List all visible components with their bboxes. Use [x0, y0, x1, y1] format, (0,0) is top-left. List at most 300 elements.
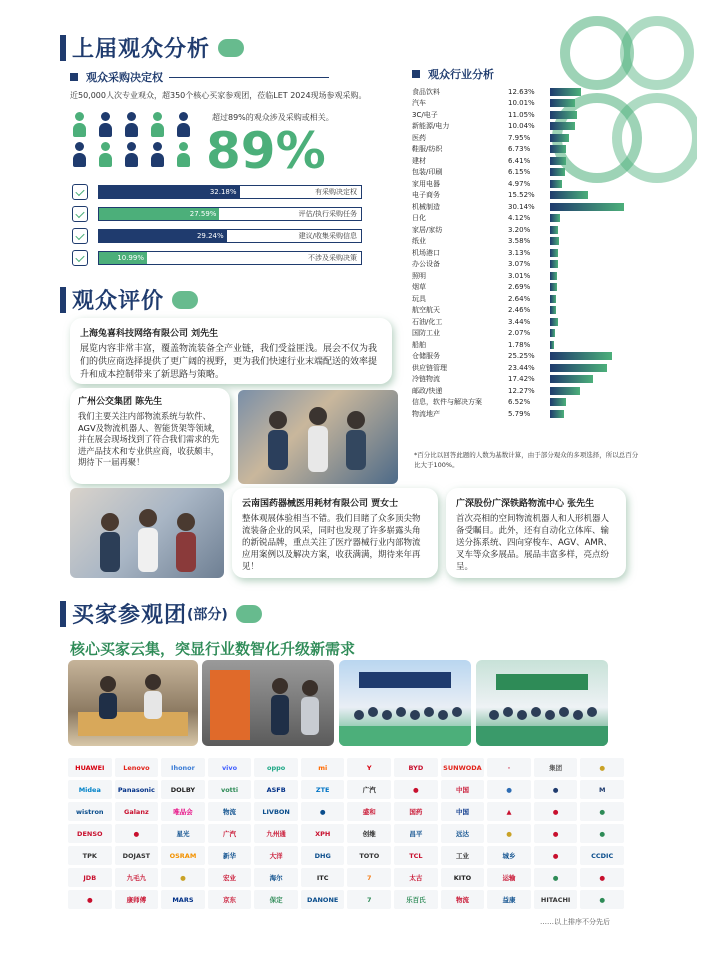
purchase-role-label: 建议/收集采购信息 — [298, 232, 357, 240]
purchase-role-row — [72, 250, 362, 266]
clipboard-icon — [72, 206, 88, 222]
industry-row — [412, 385, 627, 397]
buyer-logo: ● — [534, 802, 578, 821]
page-section-heading: 上届观众分析 — [72, 37, 211, 62]
industry-name: 办公设备 — [412, 260, 440, 269]
industry-row — [412, 213, 627, 225]
title-bar-marker — [60, 287, 66, 313]
industry-name: 家用电器 — [412, 179, 440, 188]
industry-bar-track — [550, 168, 626, 176]
buyer-logo: 中国 — [441, 802, 485, 821]
person-icon — [72, 112, 88, 138]
photo-group-cemat-2 — [476, 660, 608, 746]
buyer-logo: ● — [534, 824, 578, 843]
approve-icon — [72, 184, 88, 200]
industry-bar — [550, 99, 575, 107]
industry-row — [412, 316, 627, 328]
person-icon — [72, 142, 88, 168]
industry-bar-track — [550, 249, 626, 257]
title-bar-marker — [60, 601, 66, 627]
purchase-role-track — [98, 185, 362, 199]
industry-bar — [550, 352, 612, 360]
industry-bar-track — [550, 272, 626, 280]
review-text: 首次亮相的空间物流机器人和人形机器人备受瞩目。此外，还有自动化立体库、输送分拣系统、四向穿梭车、AGV、AMR、叉车等众多展品。展品丰富多样，亮点纷呈。 — [456, 514, 613, 572]
purchase-stat-value: 89% — [206, 122, 326, 180]
industry-name: 供应链管理 — [412, 363, 447, 372]
review-text: 整体观展体验相当不错。我们目睹了众多顶尖物流装备企业的风采，同时也发现了许多崭露头角的新锐品牌，重点关注了医疗器械行业内部物流应用案例以及解决方案，收获满满，期待来年再见！ — [242, 514, 421, 572]
buyer-logo: LIVBON — [254, 802, 298, 821]
review-bubble-3 — [232, 488, 438, 578]
industry-value-label: 2.07% — [508, 329, 531, 338]
industry-name: 3C/电子 — [412, 110, 438, 119]
industry-bar — [550, 364, 607, 372]
industry-name: 玩具 — [412, 294, 426, 303]
industry-bar-track — [550, 226, 626, 234]
square-bullet-icon — [70, 73, 78, 81]
buyer-logo: HITACHI — [534, 890, 578, 909]
industry-bar — [550, 260, 558, 268]
industry-row — [412, 86, 627, 98]
review-text: 我们主要关注内部物流系统与软件、AGV及物流机器人、智能货架等领域，并在展会现场找到了符合我们需求的先进产品技术和专业供应商，收获颇丰，期待下一届再聚！ — [78, 411, 221, 467]
subtitle-underline — [169, 77, 329, 78]
industry-name: 纸业 — [412, 237, 426, 246]
review-bubble-2 — [70, 388, 230, 484]
industry-name: 家居/家纺 — [412, 225, 443, 234]
buyer-logo: Lenovo — [115, 758, 159, 777]
person-icon — [124, 112, 140, 138]
industry-name: 新能源/电力 — [412, 122, 450, 131]
industry-name: 照明 — [412, 271, 426, 280]
buyer-logo: HUAWEI — [68, 758, 112, 777]
purchase-role-label: 有采购决定权 — [315, 188, 357, 196]
buyer-logo: 远达 — [441, 824, 485, 843]
buyer-logo: mi — [301, 758, 345, 777]
industry-row — [412, 305, 627, 317]
buyer-logo: 城乡 — [487, 846, 531, 865]
industry-bar — [550, 318, 558, 326]
industry-bar-track — [550, 410, 626, 418]
photo-buyers-model — [68, 660, 198, 746]
buyer-logo: XPH — [301, 824, 345, 843]
industry-value-label: 30.14% — [508, 202, 535, 211]
buyer-logo: vivo — [208, 758, 252, 777]
buyer-logo: DANONE — [301, 890, 345, 909]
industry-name: 邮政/快递 — [412, 386, 443, 395]
purchase-role-label: 评估/执行采购任务 — [298, 210, 357, 218]
industry-row — [412, 259, 627, 271]
title-bar-marker — [60, 35, 66, 61]
industry-bar-track — [550, 88, 626, 96]
buyer-logo: 国药 — [394, 802, 438, 821]
buyer-logo: 广汽 — [347, 780, 391, 799]
industry-bar-track — [550, 387, 626, 395]
industry-row — [412, 397, 627, 409]
industry-name: 信息，软件与解决方案 — [412, 398, 482, 407]
industry-bar — [550, 295, 556, 303]
industry-bar — [550, 306, 556, 314]
industry-name: 烟草 — [412, 283, 426, 292]
industry-bar — [550, 191, 588, 199]
industry-value-label: 3.13% — [508, 248, 531, 257]
industry-row — [412, 144, 627, 156]
industry-value-label: 2.69% — [508, 283, 531, 292]
industry-bar-track — [550, 134, 626, 142]
buyer-logo: 广汽 — [208, 824, 252, 843]
industry-bar — [550, 111, 577, 119]
green-pill-decoration — [236, 605, 262, 623]
industry-row — [412, 201, 627, 213]
industry-bar-track — [550, 318, 626, 326]
industry-bar — [550, 180, 562, 188]
industry-value-label: 5.79% — [508, 409, 531, 418]
industry-bar-track — [550, 180, 626, 188]
buyer-logo: DHG — [301, 846, 345, 865]
industry-value-label: 3.58% — [508, 237, 531, 246]
footer-ordering-note: ……以上排序不分先后 — [540, 918, 610, 926]
buyer-logo: 工业 — [441, 846, 485, 865]
industry-row — [412, 362, 627, 374]
industry-bar-track — [550, 111, 626, 119]
industry-bar-track — [550, 99, 626, 107]
industry-bar — [550, 387, 580, 395]
industry-bar-track — [550, 295, 626, 303]
subtitle-text: 观众行业分析 — [428, 68, 494, 81]
buyer-logo: TOTO — [347, 846, 391, 865]
buyer-logo: 保定 — [254, 890, 298, 909]
industry-value-label: 7.95% — [508, 133, 531, 142]
review-author: 广深股份广深铁路物流中心 张先生 — [456, 499, 595, 509]
people-pictogram-grid — [72, 112, 198, 168]
buyer-logo: 星光 — [161, 824, 205, 843]
buyer-logo: · — [487, 758, 531, 777]
buyer-tagline: 核心买家云集，突显行业数智化升级新需求 — [70, 640, 356, 658]
industry-bar — [550, 272, 557, 280]
industry-row — [412, 328, 627, 340]
industry-row — [412, 167, 627, 179]
purchase-role-fill: 27.59% — [99, 208, 219, 220]
buyer-logo: OSRAM — [161, 846, 205, 865]
photo-exhibition-hall — [70, 488, 224, 578]
industry-name: 冷链物流 — [412, 375, 440, 384]
industry-value-label: 1.78% — [508, 340, 531, 349]
page-section-heading: 买家参观团 — [72, 603, 188, 628]
industry-bar-track — [550, 122, 626, 130]
industry-row — [412, 247, 627, 259]
buyer-logo: ● — [580, 802, 624, 821]
industry-bar — [550, 168, 565, 176]
buyer-logo: DOJAST — [115, 846, 159, 865]
buyer-logo: 宏业 — [208, 868, 252, 887]
buyer-logo: TCL — [394, 846, 438, 865]
industry-name: 建材 — [412, 156, 426, 165]
industry-bar — [550, 283, 557, 291]
green-pill-decoration — [172, 291, 198, 309]
photo-group-cemat-1 — [339, 660, 471, 746]
buyer-logo: Galanz — [115, 802, 159, 821]
photo-visitors-booth — [238, 390, 398, 484]
buyer-logo: 7 — [347, 890, 391, 909]
review-author: 上海兔喜科技网络有限公司 刘先生 — [80, 329, 219, 339]
industry-bar-track — [550, 375, 626, 383]
industry-bar — [550, 214, 560, 222]
buyer-logo: 运输 — [487, 868, 531, 887]
purchase-role-row — [72, 184, 362, 200]
purchase-role-fill: 29.24% — [99, 230, 227, 242]
buyer-logo: TPK — [68, 846, 112, 865]
industry-value-label: 10.04% — [508, 122, 535, 131]
purchase-stat-note: 超过89%的观众涉及采购或相关。 — [212, 113, 334, 122]
industry-bar-track — [550, 341, 626, 349]
industry-bar — [550, 237, 559, 245]
industry-value-label: 23.44% — [508, 363, 535, 372]
review-bubble-1 — [70, 318, 392, 384]
industry-name: 石油/化工 — [412, 317, 443, 326]
buyer-logo: M — [580, 780, 624, 799]
industry-bar-track — [550, 283, 626, 291]
buyer-logo: DENSO — [68, 824, 112, 843]
industry-bar — [550, 134, 569, 142]
buyer-logo: ● — [301, 802, 345, 821]
buyer-logo: SUNWODA — [441, 758, 485, 777]
purchase-role-track — [98, 251, 362, 265]
industry-bar — [550, 88, 581, 96]
photo-buyers-robot — [202, 660, 334, 746]
buyer-logo: wistron — [68, 802, 112, 821]
buyer-logo: 益康 — [487, 890, 531, 909]
industry-value-label: 2.46% — [508, 306, 531, 315]
review-text: 展览内容非常丰富，覆盖物流装备全产业链，我们受益匪浅。展会不仅为我们的供应商选择提供了更广阔的视野，更为我们快速行业末端配送的效率提升和成本控制带来了新思路与策略。 — [80, 344, 378, 380]
person-icon — [150, 112, 166, 138]
purchase-intro-text: 近50,000人次专业观众，超350个核心买家参观团，莅临LET 2024现场参观采购。 — [70, 91, 367, 100]
industry-bar — [550, 341, 554, 349]
section-title-buyer-delegations — [60, 598, 262, 629]
industry-name: 船舶 — [412, 340, 426, 349]
buyer-logo: 大洋 — [254, 846, 298, 865]
industry-row — [412, 98, 627, 110]
checklist-icon — [72, 250, 88, 266]
industry-bar — [550, 122, 575, 130]
industry-value-label: 3.07% — [508, 260, 531, 269]
subtitle-industry-analysis — [412, 66, 494, 82]
buyer-logo: 集团 — [534, 758, 578, 777]
buyer-logo: ● — [68, 890, 112, 909]
industry-bar — [550, 157, 566, 165]
buyer-logo: DOLBY — [161, 780, 205, 799]
buyer-logo: ● — [534, 846, 578, 865]
industry-value-label: 4.97% — [508, 179, 531, 188]
buyer-logo: 物流 — [441, 890, 485, 909]
industry-row — [412, 155, 627, 167]
review-author: 云南国药器械医用耗材有限公司 贾女士 — [242, 499, 399, 509]
industry-value-label: 6.73% — [508, 145, 531, 154]
industry-value-label: 12.63% — [508, 87, 535, 96]
industry-bar — [550, 375, 593, 383]
buyer-logo: BYD — [394, 758, 438, 777]
industry-name: 机械制造 — [412, 202, 440, 211]
industry-bar-chart — [412, 86, 627, 420]
industry-name: 包装/印刷 — [412, 168, 443, 177]
industry-value-label: 25.25% — [508, 352, 535, 361]
industry-value-label: 6.15% — [508, 168, 531, 177]
buyer-logo: ● — [115, 824, 159, 843]
industry-name: 电子商务 — [412, 191, 440, 200]
buyer-logo: 海尔 — [254, 868, 298, 887]
industry-row — [412, 121, 627, 133]
buyer-logo: ● — [580, 890, 624, 909]
person-icon — [124, 142, 140, 168]
industry-bar-track — [550, 364, 626, 372]
buyer-logo: 九州通 — [254, 824, 298, 843]
industry-value-label: 6.41% — [508, 156, 531, 165]
industry-bar-track — [550, 306, 626, 314]
buyer-logo: ITC — [301, 868, 345, 887]
subtitle-purchase-authority — [70, 69, 329, 85]
industry-row — [412, 282, 627, 294]
buyer-logo: 7 — [347, 868, 391, 887]
industry-name: 物流地产 — [412, 409, 440, 418]
buyer-logo: CCDIC — [580, 846, 624, 865]
industry-value-label: 15.52% — [508, 191, 535, 200]
industry-name: 汽车 — [412, 99, 426, 108]
industry-row — [412, 236, 627, 248]
industry-bar — [550, 398, 566, 406]
buyer-logo: JDB — [68, 868, 112, 887]
buyer-logo: 太古 — [394, 868, 438, 887]
industry-value-label: 4.12% — [508, 214, 531, 223]
industry-bar-track — [550, 398, 626, 406]
person-icon — [98, 112, 114, 138]
buyer-logo: ● — [487, 824, 531, 843]
buyer-logo: Midea — [68, 780, 112, 799]
buyer-logo: ● — [161, 868, 205, 887]
industry-bar-track — [550, 237, 626, 245]
industry-name: 机场港口 — [412, 248, 440, 257]
industry-row — [412, 178, 627, 190]
buyer-logo: ● — [580, 758, 624, 777]
buyer-logo: 盛和 — [347, 802, 391, 821]
buyer-logo: ZTE — [301, 780, 345, 799]
buyer-logo: 康师傅 — [115, 890, 159, 909]
industry-bar-track — [550, 329, 626, 337]
industry-bar-track — [550, 352, 626, 360]
purchase-role-fill: 10.99% — [99, 252, 147, 264]
industry-name: 日化 — [412, 214, 426, 223]
buyer-logo: 唯品会 — [161, 802, 205, 821]
industry-value-label: 11.05% — [508, 110, 535, 119]
industry-name: 航空航天 — [412, 306, 440, 315]
industry-row — [412, 109, 627, 121]
industry-bar — [550, 203, 624, 211]
buyer-logo: ▲ — [487, 802, 531, 821]
buyer-logo: oppo — [254, 758, 298, 777]
industry-row — [412, 132, 627, 144]
purchase-role-row — [72, 206, 362, 222]
industry-row — [412, 224, 627, 236]
person-icon — [98, 142, 114, 168]
industry-name: 仓储服务 — [412, 352, 440, 361]
person-icon — [176, 142, 192, 168]
buyer-logo-wall — [68, 758, 624, 909]
buyer-logo: 九毛九 — [115, 868, 159, 887]
purchase-role-label: 不涉及采购决策 — [308, 254, 357, 262]
industry-row — [412, 293, 627, 305]
review-bubble-4 — [446, 488, 626, 578]
industry-row — [412, 408, 627, 420]
industry-bar — [550, 249, 558, 257]
industry-bar-track — [550, 191, 626, 199]
buyer-logo: ● — [534, 868, 578, 887]
purchase-role-row — [72, 228, 362, 244]
section-title-audience-analysis — [60, 32, 244, 63]
buyer-logo: 乐百氏 — [394, 890, 438, 909]
purchase-role-fill: 32.18% — [99, 186, 240, 198]
industry-bar-track — [550, 260, 626, 268]
buyer-logo: 新华 — [208, 846, 252, 865]
buyer-logo: Panasonic — [115, 780, 159, 799]
industry-bar-track — [550, 157, 626, 165]
industry-name: 食品饮料 — [412, 87, 440, 96]
buyer-logo: ASFB — [254, 780, 298, 799]
document-icon — [72, 228, 88, 244]
buyer-logo: 创维 — [347, 824, 391, 843]
industry-value-label: 10.01% — [508, 99, 535, 108]
buyer-logo: Ihonor — [161, 758, 205, 777]
industry-bar — [550, 226, 558, 234]
industry-value-label: 3.20% — [508, 225, 531, 234]
industry-bar — [550, 329, 555, 337]
industry-name: 鞋服/纺织 — [412, 145, 443, 154]
industry-value-label: 3.44% — [508, 317, 531, 326]
buyer-logo: ● — [394, 780, 438, 799]
person-icon — [150, 142, 166, 168]
review-author: 广州公交集团 陈先生 — [78, 397, 163, 407]
buyer-logo: Y — [347, 758, 391, 777]
buyer-logo: ● — [580, 824, 624, 843]
industry-value-label: 3.01% — [508, 271, 531, 280]
subtitle-text: 观众采购决定权 — [86, 71, 163, 84]
buyer-logo: 昌平 — [394, 824, 438, 843]
industry-footnote: *百分比以回答此题的人数为基数计算，由于部分观众的多项选择，所以总百分比大于100%。 — [414, 451, 639, 469]
purchase-role-track — [98, 207, 362, 221]
industry-bar — [550, 410, 564, 418]
buyer-logo: 中国 — [441, 780, 485, 799]
industry-row — [412, 270, 627, 282]
industry-value-label: 12.27% — [508, 386, 535, 395]
buyer-logo: 京东 — [208, 890, 252, 909]
industry-row — [412, 190, 627, 202]
page-section-heading: 观众评价 — [72, 289, 165, 314]
buyer-logo: votti — [208, 780, 252, 799]
industry-row — [412, 351, 627, 363]
industry-row — [412, 374, 627, 386]
industry-row — [412, 339, 627, 351]
person-icon — [176, 112, 192, 138]
industry-name: 国防工业 — [412, 329, 440, 338]
industry-bar — [550, 145, 566, 153]
green-pill-decoration — [218, 39, 244, 57]
industry-bar-track — [550, 214, 626, 222]
industry-bar-track — [550, 203, 626, 211]
industry-value-label: 6.52% — [508, 398, 531, 407]
industry-name: 医药 — [412, 133, 426, 142]
buyer-logo: ● — [487, 780, 531, 799]
square-bullet-icon — [412, 70, 420, 78]
buyer-logo: MARS — [161, 890, 205, 909]
buyer-logo: ● — [534, 780, 578, 799]
section-title-audience-reviews — [60, 284, 198, 315]
industry-value-label: 2.64% — [508, 294, 531, 303]
section-title-suffix: (部分) — [187, 606, 228, 623]
